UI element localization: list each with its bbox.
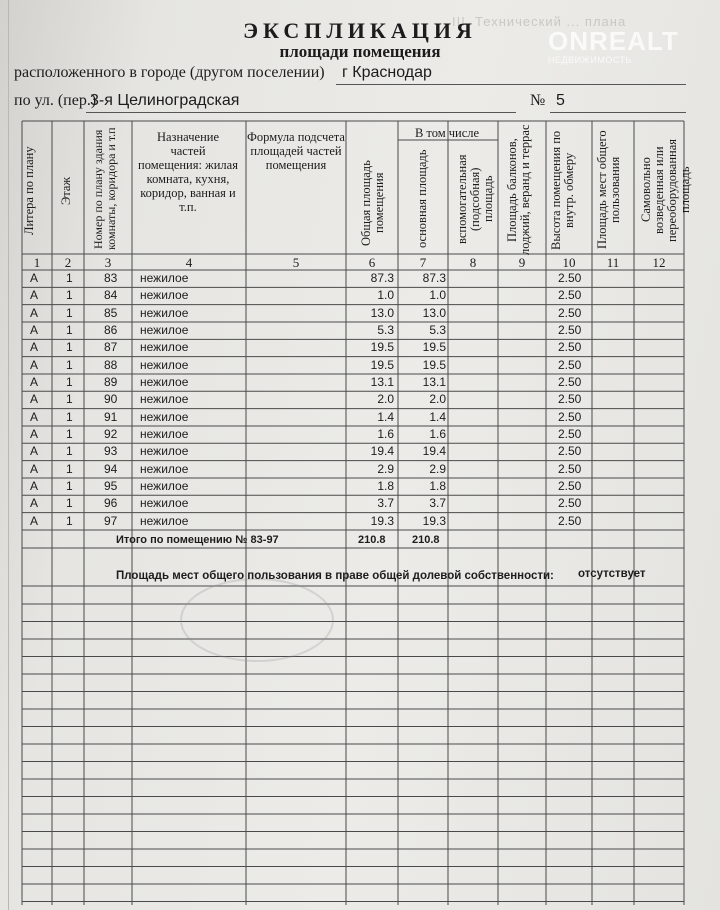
row-purpose: нежилое (140, 322, 189, 337)
column-number-5: 5 (292, 255, 300, 270)
row-room-number: 85 (104, 305, 118, 320)
column-number-3: 3 (104, 255, 112, 270)
column-number-7: 7 (419, 255, 427, 270)
row-purpose: нежилое (140, 288, 189, 303)
row-total-area: 3.7 (377, 496, 394, 511)
header-balcony-area: Площадь балконов, лоджий, веранд и террас (505, 124, 532, 256)
row-height: 2.50 (558, 409, 582, 424)
row-floor: 1 (66, 305, 73, 320)
row-room-number: 92 (104, 426, 118, 441)
number-value: 5 (556, 92, 565, 109)
row-total-area: 1.4 (377, 409, 394, 424)
watermark-logo: ONREALT (548, 26, 679, 56)
row-purpose: нежилое (140, 513, 189, 528)
row-total-area: 19.3 (370, 513, 394, 528)
row-floor: 1 (66, 271, 73, 285)
row-total-area: 2.0 (377, 392, 394, 407)
row-purpose: нежилое (140, 392, 189, 407)
row-height: 2.50 (558, 271, 582, 285)
document-title: ЭКСПЛИКАЦИЯ (243, 18, 477, 43)
row-height: 2.50 (558, 496, 582, 511)
row-floor: 1 (66, 340, 73, 355)
column-number-2: 2 (64, 255, 72, 270)
row-main-area: 19.5 (422, 340, 446, 355)
row-floor: 1 (66, 374, 73, 389)
row-litera: А (30, 374, 39, 389)
row-floor: 1 (66, 322, 73, 337)
header-litera: Литера по плану (22, 146, 36, 236)
row-total-area: 87.3 (370, 271, 394, 285)
header-unauthorized-area: Самовольно возведенная или переоборудованная площадь (639, 138, 692, 242)
header-main-area: основная площадь (415, 149, 429, 249)
row-height: 2.50 (558, 340, 582, 355)
row-floor: 1 (66, 444, 73, 459)
row-room-number: 96 (104, 496, 118, 511)
row-main-area: 1.0 (429, 288, 446, 303)
row-floor: 1 (66, 478, 73, 493)
row-purpose: нежилое (140, 374, 189, 389)
header-room-number: Номер по плану здания комнаты, коридора и т.п (91, 127, 118, 251)
row-room-number: 93 (104, 444, 118, 459)
row-main-area: 3.7 (429, 496, 446, 511)
row-total-area: 13.1 (370, 374, 394, 389)
column-number-4: 4 (185, 255, 193, 270)
row-height: 2.50 (558, 426, 582, 441)
column-number-6: 6 (368, 255, 376, 270)
row-litera: А (30, 461, 39, 476)
row-litera: А (30, 478, 39, 493)
row-height: 2.50 (558, 288, 582, 303)
row-room-number: 90 (104, 392, 118, 407)
row-room-number: 97 (104, 513, 118, 528)
row-litera: А (30, 340, 39, 355)
row-total-area: 19.4 (370, 444, 394, 459)
row-litera: А (30, 444, 39, 459)
row-purpose: нежилое (140, 409, 189, 424)
header-common-area: Площадь мест общего пользования (595, 130, 622, 250)
row-total-area: 5.3 (377, 322, 394, 337)
row-total-area: 1.8 (377, 478, 394, 493)
row-height: 2.50 (558, 513, 582, 528)
document-subtitle: площади помещения (279, 42, 441, 61)
row-purpose: нежилое (140, 461, 189, 476)
row-floor: 1 (66, 513, 73, 528)
row-room-number: 83 (104, 271, 118, 285)
row-litera: А (30, 357, 39, 372)
row-height: 2.50 (558, 444, 582, 459)
row-litera: А (30, 288, 39, 303)
row-purpose: нежилое (140, 478, 189, 493)
watermark-tagline: НЕДВИЖИМОСТЬ (548, 55, 632, 65)
row-total-area: 19.5 (370, 357, 394, 372)
street-label: по ул. (пер.) (14, 92, 97, 109)
row-purpose: нежилое (140, 357, 189, 372)
row-total-area: 19.5 (370, 340, 394, 355)
row-floor: 1 (66, 461, 73, 476)
column-number-11: 11 (606, 255, 620, 270)
street-value: 3-я Целиноградская (90, 92, 240, 109)
row-height: 2.50 (558, 374, 582, 389)
row-main-area: 87.3 (422, 271, 446, 285)
row-room-number: 94 (104, 461, 118, 476)
row-height: 2.50 (558, 392, 582, 407)
common-area-value: отсутствует (578, 568, 646, 580)
row-total-area: 2.9 (377, 461, 394, 476)
row-height: 2.50 (558, 305, 582, 320)
row-purpose: нежилое (140, 305, 189, 320)
header-aux-area: вспомогательная (подсобная) площадь (455, 154, 495, 244)
row-purpose: нежилое (140, 496, 189, 511)
header-including-group: В том числе (414, 126, 480, 140)
row-litera: А (30, 305, 39, 320)
row-purpose: нежилое (140, 271, 189, 285)
city-value: г Краснодар (342, 64, 432, 81)
row-total-area: 13.0 (370, 305, 394, 320)
row-main-area: 19.3 (422, 513, 446, 528)
row-main-area: 5.3 (429, 322, 446, 337)
header-formula: Формула подсчета площадей частей помещения (247, 130, 345, 172)
row-floor: 1 (66, 409, 73, 424)
row-main-area: 13.0 (422, 305, 446, 320)
row-total-area: 1.6 (377, 426, 394, 441)
watermark-ghost-text: III. Технический ... плана (452, 14, 627, 29)
row-main-area: 13.1 (422, 374, 446, 389)
header-height: Высота помещения по внутр. обмеру (549, 130, 576, 250)
column-number-12: 12 (652, 255, 666, 270)
row-litera: А (30, 426, 39, 441)
row-main-area: 2.0 (429, 392, 446, 407)
row-main-area: 1.4 (429, 409, 446, 424)
row-floor: 1 (66, 426, 73, 441)
header-total-area: Общая площадь помещения (359, 160, 386, 246)
column-number-10: 10 (562, 255, 576, 270)
row-room-number: 86 (104, 322, 118, 337)
row-main-area: 1.8 (429, 478, 446, 493)
row-purpose: нежилое (140, 340, 189, 355)
row-room-number: 91 (104, 409, 118, 424)
row-main-area: 1.6 (429, 426, 446, 441)
row-room-number: 87 (104, 340, 118, 355)
common-area-label: Площадь мест общего пользования в праве общей долевой собственности: (116, 570, 554, 582)
row-room-number: 89 (104, 374, 118, 389)
header-purpose: Назначение частей помещения: жилая комната, кухня, коридор, ванная и т.п. (138, 130, 238, 214)
row-litera: А (30, 496, 39, 511)
row-room-number: 84 (104, 288, 118, 303)
row-floor: 1 (66, 496, 73, 511)
row-litera: А (30, 409, 39, 424)
total-row-total-area: 210.8 (358, 534, 386, 546)
row-main-area: 2.9 (429, 461, 446, 476)
row-litera: А (30, 322, 39, 337)
row-height: 2.50 (558, 478, 582, 493)
column-number-9: 9 (518, 255, 526, 270)
total-row-label: Итого по помещению № 83-97 (116, 534, 279, 546)
row-litera: А (30, 392, 39, 407)
column-number-1: 1 (33, 255, 41, 270)
row-litera: А (30, 513, 39, 528)
row-room-number: 95 (104, 478, 118, 493)
number-label: № (530, 92, 546, 109)
row-room-number: 88 (104, 357, 118, 372)
row-height: 2.50 (558, 357, 582, 372)
city-label: расположенного в городе (другом поселении) (14, 64, 325, 81)
column-number-8: 8 (469, 255, 477, 270)
row-total-area: 1.0 (377, 288, 394, 303)
total-row-main-area: 210.8 (412, 534, 440, 546)
row-height: 2.50 (558, 461, 582, 476)
row-height: 2.50 (558, 322, 582, 337)
row-floor: 1 (66, 288, 73, 303)
header-floor: Этаж (59, 176, 73, 206)
row-main-area: 19.5 (422, 357, 446, 372)
row-purpose: нежилое (140, 426, 189, 441)
row-main-area: 19.4 (422, 444, 446, 459)
row-litera: А (30, 271, 39, 285)
row-floor: 1 (66, 357, 73, 372)
row-purpose: нежилое (140, 444, 189, 459)
row-floor: 1 (66, 392, 73, 407)
faded-stamp-mark (180, 578, 334, 662)
